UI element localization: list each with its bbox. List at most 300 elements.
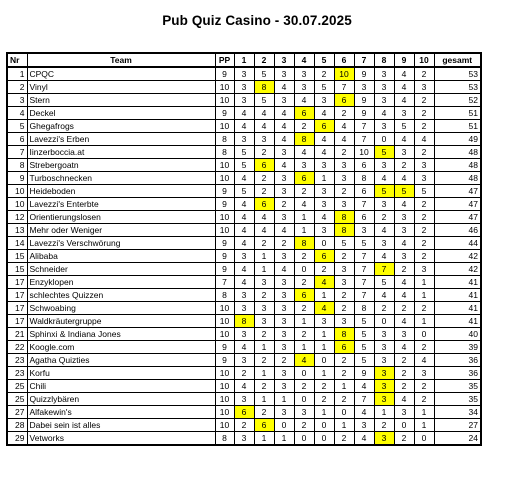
round-score-cell: 3 — [374, 341, 394, 354]
round-score-cell: 3 — [234, 94, 254, 107]
round-score-cell: 3 — [414, 159, 434, 172]
round-score-cell: 3 — [274, 406, 294, 419]
round-score-cell: 2 — [334, 185, 354, 198]
round-score-cell: 2 — [334, 107, 354, 120]
pp-cell: 10 — [215, 224, 234, 237]
round-score-cell: 4 — [314, 107, 334, 120]
round-score-cell: 7 — [334, 81, 354, 94]
round-score-cell: 2 — [294, 120, 314, 133]
round-score-cell: 5 — [254, 94, 274, 107]
total-cell: 41 — [434, 302, 481, 315]
round-score-cell: 3 — [274, 146, 294, 159]
round-score-cell: 8 — [334, 328, 354, 341]
round-score-cell: 3 — [274, 276, 294, 289]
round-score-cell: 5 — [234, 185, 254, 198]
total-cell: 46 — [434, 224, 481, 237]
round-score-cell: 3 — [394, 250, 414, 263]
pp-cell: 10 — [215, 315, 234, 328]
round-score-cell: 2 — [334, 367, 354, 380]
round-score-cell: 3 — [254, 302, 274, 315]
round-score-cell: 3 — [354, 81, 374, 94]
header-row — [7, 53, 481, 67]
round-score-cell: 2 — [274, 354, 294, 367]
column-header: 2 — [254, 53, 274, 67]
rank-cell: 10 — [7, 198, 27, 211]
round-score-cell: 7 — [354, 276, 374, 289]
round-score-cell: 1 — [414, 419, 434, 432]
table-row — [7, 341, 481, 354]
round-score-cell: 3 — [394, 107, 414, 120]
total-cell: 42 — [434, 263, 481, 276]
round-score-cell: 2 — [274, 237, 294, 250]
round-score-cell: 4 — [254, 107, 274, 120]
pp-cell: 9 — [215, 198, 234, 211]
total-cell: 52 — [434, 94, 481, 107]
total-cell: 41 — [434, 289, 481, 302]
round-score-cell: 3 — [374, 81, 394, 94]
round-score-cell: 2 — [334, 393, 354, 406]
table-row — [7, 120, 481, 133]
round-score-cell: 1 — [314, 406, 334, 419]
page-title: Pub Quiz Casino - 30.07.2025 — [162, 13, 352, 28]
round-score-cell: 4 — [234, 276, 254, 289]
round-score-cell: 3 — [394, 406, 414, 419]
round-score-cell: 1 — [414, 406, 434, 419]
round-score-cell: 4 — [334, 133, 354, 146]
round-score-cell: 2 — [254, 237, 274, 250]
round-score-cell: 1 — [254, 432, 274, 446]
round-score-cell: 0 — [294, 263, 314, 276]
round-score-cell: 3 — [274, 211, 294, 224]
round-score-cell: 5 — [234, 146, 254, 159]
round-score-cell: 0 — [374, 133, 394, 146]
team-cell: Schwoabing — [27, 302, 215, 315]
round-score-cell: 4 — [274, 224, 294, 237]
table-row — [7, 302, 481, 315]
round-score-cell: 4 — [394, 276, 414, 289]
pp-cell: 9 — [215, 107, 234, 120]
total-cell: 42 — [434, 250, 481, 263]
round-score-cell: 3 — [334, 315, 354, 328]
round-score-cell: 1 — [294, 315, 314, 328]
total-cell: 41 — [434, 315, 481, 328]
round-score-cell: 3 — [274, 315, 294, 328]
round-score-cell: 1 — [254, 367, 274, 380]
round-score-cell: 2 — [334, 354, 354, 367]
round-score-cell: 3 — [274, 172, 294, 185]
team-cell: Turboschnecken — [27, 172, 215, 185]
round-score-cell: 2 — [254, 172, 274, 185]
team-cell: Alibaba — [27, 250, 215, 263]
round-score-cell: 4 — [234, 120, 254, 133]
round-score-cell: 4 — [314, 133, 334, 146]
table-row — [7, 263, 481, 276]
round-score-cell: 2 — [394, 432, 414, 446]
team-cell: Alfakewin's — [27, 406, 215, 419]
round-score-cell: 0 — [294, 393, 314, 406]
round-score-cell: 1 — [254, 263, 274, 276]
round-score-cell: 3 — [374, 380, 394, 393]
column-header: 7 — [354, 53, 374, 67]
pp-cell: 9 — [215, 237, 234, 250]
team-cell: Enzyklopen — [27, 276, 215, 289]
total-cell: 51 — [434, 120, 481, 133]
round-score-cell: 2 — [294, 380, 314, 393]
round-score-cell: 1 — [314, 341, 334, 354]
round-score-cell: 4 — [394, 133, 414, 146]
round-score-cell: 4 — [394, 172, 414, 185]
round-score-cell: 3 — [394, 211, 414, 224]
round-score-cell: 2 — [414, 198, 434, 211]
rank-cell: 23 — [7, 367, 27, 380]
column-header: 1 — [234, 53, 254, 67]
round-score-cell: 2 — [414, 341, 434, 354]
round-score-cell: 3 — [254, 315, 274, 328]
pp-cell: 10 — [215, 419, 234, 432]
total-cell: 44 — [434, 237, 481, 250]
round-score-cell: 4 — [234, 107, 254, 120]
rank-cell: 23 — [7, 354, 27, 367]
total-cell: 39 — [434, 341, 481, 354]
round-score-cell: 4 — [354, 380, 374, 393]
column-header: 5 — [314, 53, 334, 67]
team-cell: Waldkräutergruppe — [27, 315, 215, 328]
round-score-cell: 1 — [294, 211, 314, 224]
rank-cell: 4 — [7, 107, 27, 120]
round-score-cell: 4 — [274, 133, 294, 146]
round-score-cell: 4 — [234, 198, 254, 211]
round-score-cell: 1 — [334, 380, 354, 393]
pp-cell: 10 — [215, 94, 234, 107]
column-header: 9 — [394, 53, 414, 67]
round-score-cell: 1 — [414, 276, 434, 289]
round-score-cell: 3 — [234, 250, 254, 263]
round-score-cell: 3 — [314, 159, 334, 172]
round-score-cell: 2 — [254, 146, 274, 159]
table-row — [7, 172, 481, 185]
round-score-cell: 4 — [234, 237, 254, 250]
team-cell: Vinyl — [27, 81, 215, 94]
round-score-cell: 1 — [314, 289, 334, 302]
total-cell: 47 — [434, 185, 481, 198]
round-score-cell: 3 — [294, 81, 314, 94]
round-score-cell: 4 — [234, 263, 254, 276]
table-row — [7, 406, 481, 419]
round-score-cell: 0 — [314, 354, 334, 367]
round-score-cell: 7 — [354, 289, 374, 302]
round-score-cell: 4 — [394, 341, 414, 354]
rank-cell: 17 — [7, 276, 27, 289]
round-score-cell: 4 — [234, 172, 254, 185]
round-score-cell: 4 — [314, 302, 334, 315]
round-score-cell: 2 — [254, 185, 274, 198]
round-score-cell: 2 — [414, 146, 434, 159]
pp-cell: 10 — [215, 81, 234, 94]
round-score-cell: 6 — [314, 120, 334, 133]
rank-cell: 9 — [7, 172, 27, 185]
total-cell: 48 — [434, 159, 481, 172]
table-row — [7, 419, 481, 432]
round-score-cell: 0 — [394, 419, 414, 432]
round-score-cell: 6 — [354, 185, 374, 198]
round-score-cell: 3 — [274, 289, 294, 302]
pp-cell: 10 — [215, 302, 234, 315]
round-score-cell: 5 — [394, 120, 414, 133]
rank-cell: 7 — [7, 146, 27, 159]
round-score-cell: 9 — [354, 94, 374, 107]
round-score-cell: 2 — [414, 224, 434, 237]
table-row — [7, 367, 481, 380]
total-cell: 41 — [434, 276, 481, 289]
team-cell: Ghegafrogs — [27, 120, 215, 133]
team-cell: CPQC — [27, 67, 215, 81]
round-score-cell: 3 — [374, 237, 394, 250]
round-score-cell: 3 — [274, 328, 294, 341]
pp-cell: 9 — [215, 67, 234, 81]
round-score-cell: 10 — [354, 146, 374, 159]
table-row — [7, 224, 481, 237]
round-score-cell: 5 — [394, 185, 414, 198]
round-score-cell: 4 — [274, 107, 294, 120]
table-row — [7, 250, 481, 263]
round-score-cell: 5 — [354, 315, 374, 328]
round-score-cell: 3 — [234, 67, 254, 81]
pp-cell: 9 — [215, 250, 234, 263]
total-cell: 53 — [434, 81, 481, 94]
table-row — [7, 328, 481, 341]
total-cell: 48 — [434, 146, 481, 159]
round-score-cell: 8 — [294, 133, 314, 146]
rank-cell: 21 — [7, 328, 27, 341]
round-score-cell: 5 — [354, 237, 374, 250]
rank-cell: 12 — [7, 211, 27, 224]
round-score-cell: 3 — [414, 172, 434, 185]
round-score-cell: 8 — [254, 81, 274, 94]
round-score-cell: 3 — [334, 159, 354, 172]
round-score-cell: 3 — [374, 354, 394, 367]
round-score-cell: 4 — [314, 211, 334, 224]
round-score-cell: 2 — [414, 107, 434, 120]
round-score-cell: 3 — [414, 263, 434, 276]
round-score-cell: 2 — [414, 67, 434, 81]
rank-cell: 6 — [7, 133, 27, 146]
table-row — [7, 159, 481, 172]
round-score-cell: 6 — [234, 406, 254, 419]
round-score-cell: 1 — [254, 341, 274, 354]
pp-cell: 10 — [215, 393, 234, 406]
round-score-cell: 1 — [314, 172, 334, 185]
round-score-cell: 4 — [294, 354, 314, 367]
round-score-cell: 2 — [294, 276, 314, 289]
table-row — [7, 211, 481, 224]
round-score-cell: 4 — [254, 120, 274, 133]
round-score-cell: 2 — [334, 250, 354, 263]
round-score-cell: 2 — [254, 380, 274, 393]
round-score-cell: 3 — [374, 393, 394, 406]
rank-cell: 5 — [7, 120, 27, 133]
team-cell: Heideboden — [27, 185, 215, 198]
round-score-cell: 2 — [314, 393, 334, 406]
round-score-cell: 3 — [274, 250, 294, 263]
round-score-cell: 6 — [354, 159, 374, 172]
round-score-cell: 2 — [254, 328, 274, 341]
round-score-cell: 0 — [414, 432, 434, 446]
round-score-cell: 6 — [354, 211, 374, 224]
results-table — [6, 52, 482, 446]
round-score-cell: 2 — [394, 302, 414, 315]
round-score-cell: 1 — [414, 289, 434, 302]
round-score-cell: 4 — [354, 432, 374, 446]
round-score-cell: 3 — [254, 133, 274, 146]
round-score-cell: 4 — [274, 159, 294, 172]
team-cell: Dabei sein ist alles — [27, 419, 215, 432]
round-score-cell: 3 — [254, 276, 274, 289]
round-score-cell: 3 — [414, 367, 434, 380]
column-header: gesamt — [434, 53, 481, 67]
round-score-cell: 3 — [234, 328, 254, 341]
pp-cell: 8 — [215, 432, 234, 446]
round-score-cell: 2 — [334, 432, 354, 446]
team-cell: Vetworks — [27, 432, 215, 446]
round-score-cell: 9 — [354, 67, 374, 81]
round-score-cell: 4 — [274, 263, 294, 276]
round-score-cell: 3 — [274, 67, 294, 81]
round-score-cell: 3 — [314, 315, 334, 328]
round-score-cell: 5 — [314, 81, 334, 94]
round-score-cell: 2 — [394, 354, 414, 367]
pp-cell: 8 — [215, 133, 234, 146]
round-score-cell: 3 — [234, 302, 254, 315]
round-score-cell: 0 — [374, 315, 394, 328]
round-score-cell: 4 — [254, 224, 274, 237]
round-score-cell: 3 — [414, 81, 434, 94]
rank-cell: 3 — [7, 94, 27, 107]
round-score-cell: 2 — [414, 237, 434, 250]
round-score-cell: 2 — [254, 406, 274, 419]
round-score-cell: 6 — [334, 341, 354, 354]
rank-cell: 13 — [7, 224, 27, 237]
round-score-cell: 8 — [354, 172, 374, 185]
team-cell: Koogle.com — [27, 341, 215, 354]
round-score-cell: 2 — [414, 211, 434, 224]
pp-cell: 10 — [215, 328, 234, 341]
total-cell: 51 — [434, 107, 481, 120]
round-score-cell: 2 — [294, 185, 314, 198]
round-score-cell: 8 — [234, 315, 254, 328]
round-score-cell: 3 — [374, 367, 394, 380]
total-cell: 24 — [434, 432, 481, 446]
round-score-cell: 7 — [354, 120, 374, 133]
team-cell: Quizzlybären — [27, 393, 215, 406]
rank-cell: 28 — [7, 419, 27, 432]
rank-cell: 15 — [7, 250, 27, 263]
team-cell: Sphinxi & Indiana Jones — [27, 328, 215, 341]
round-score-cell: 5 — [254, 67, 274, 81]
round-score-cell: 4 — [374, 107, 394, 120]
round-score-cell: 3 — [374, 328, 394, 341]
total-cell: 47 — [434, 211, 481, 224]
round-score-cell: 4 — [394, 393, 414, 406]
round-score-cell: 4 — [374, 250, 394, 263]
rank-cell: 29 — [7, 432, 27, 446]
rank-cell: 17 — [7, 289, 27, 302]
round-score-cell: 9 — [354, 107, 374, 120]
round-score-cell: 3 — [234, 393, 254, 406]
round-score-cell: 7 — [374, 263, 394, 276]
round-score-cell: 2 — [394, 159, 414, 172]
round-score-cell: 3 — [314, 224, 334, 237]
team-cell: Chili — [27, 380, 215, 393]
round-score-cell: 4 — [274, 81, 294, 94]
table-row — [7, 276, 481, 289]
table-row — [7, 198, 481, 211]
round-score-cell: 5 — [374, 276, 394, 289]
round-score-cell: 5 — [414, 185, 434, 198]
round-score-cell: 5 — [354, 341, 374, 354]
total-cell: 49 — [434, 133, 481, 146]
team-cell: Schneider — [27, 263, 215, 276]
table-row — [7, 315, 481, 328]
round-score-cell: 0 — [414, 328, 434, 341]
rank-cell: 25 — [7, 393, 27, 406]
round-score-cell: 4 — [414, 354, 434, 367]
round-score-cell: 0 — [294, 367, 314, 380]
round-score-cell: 5 — [374, 185, 394, 198]
round-score-cell: 2 — [414, 393, 434, 406]
round-score-cell: 3 — [314, 198, 334, 211]
round-score-cell: 2 — [374, 419, 394, 432]
round-score-cell: 1 — [374, 406, 394, 419]
round-score-cell: 5 — [234, 159, 254, 172]
table-row — [7, 432, 481, 446]
round-score-cell: 7 — [354, 263, 374, 276]
rank-cell: 10 — [7, 185, 27, 198]
round-score-cell: 2 — [294, 250, 314, 263]
column-header: 10 — [414, 53, 434, 67]
table-row — [7, 237, 481, 250]
round-score-cell: 2 — [414, 120, 434, 133]
column-header: Team — [27, 53, 215, 67]
table-row — [7, 380, 481, 393]
round-score-cell: 6 — [294, 289, 314, 302]
round-score-cell: 0 — [314, 432, 334, 446]
round-score-cell: 2 — [394, 367, 414, 380]
round-score-cell: 4 — [394, 81, 414, 94]
team-cell: schlechtes Quizzen — [27, 289, 215, 302]
round-score-cell: 8 — [334, 211, 354, 224]
round-score-cell: 6 — [294, 172, 314, 185]
round-score-cell: 8 — [294, 237, 314, 250]
table-row — [7, 81, 481, 94]
round-score-cell: 3 — [334, 198, 354, 211]
round-score-cell: 7 — [354, 198, 374, 211]
round-score-cell: 3 — [374, 198, 394, 211]
round-score-cell: 3 — [274, 94, 294, 107]
round-score-cell: 2 — [414, 250, 434, 263]
round-score-cell: 6 — [254, 159, 274, 172]
round-score-cell: 2 — [414, 94, 434, 107]
round-score-cell: 4 — [394, 315, 414, 328]
team-cell: Deckel — [27, 107, 215, 120]
round-score-cell: 3 — [334, 276, 354, 289]
round-score-cell: 2 — [414, 302, 434, 315]
round-score-cell: 3 — [234, 354, 254, 367]
round-score-cell: 2 — [314, 263, 334, 276]
round-score-cell: 1 — [274, 432, 294, 446]
round-score-cell: 3 — [274, 367, 294, 380]
round-score-cell: 3 — [374, 94, 394, 107]
rank-cell: 2 — [7, 81, 27, 94]
